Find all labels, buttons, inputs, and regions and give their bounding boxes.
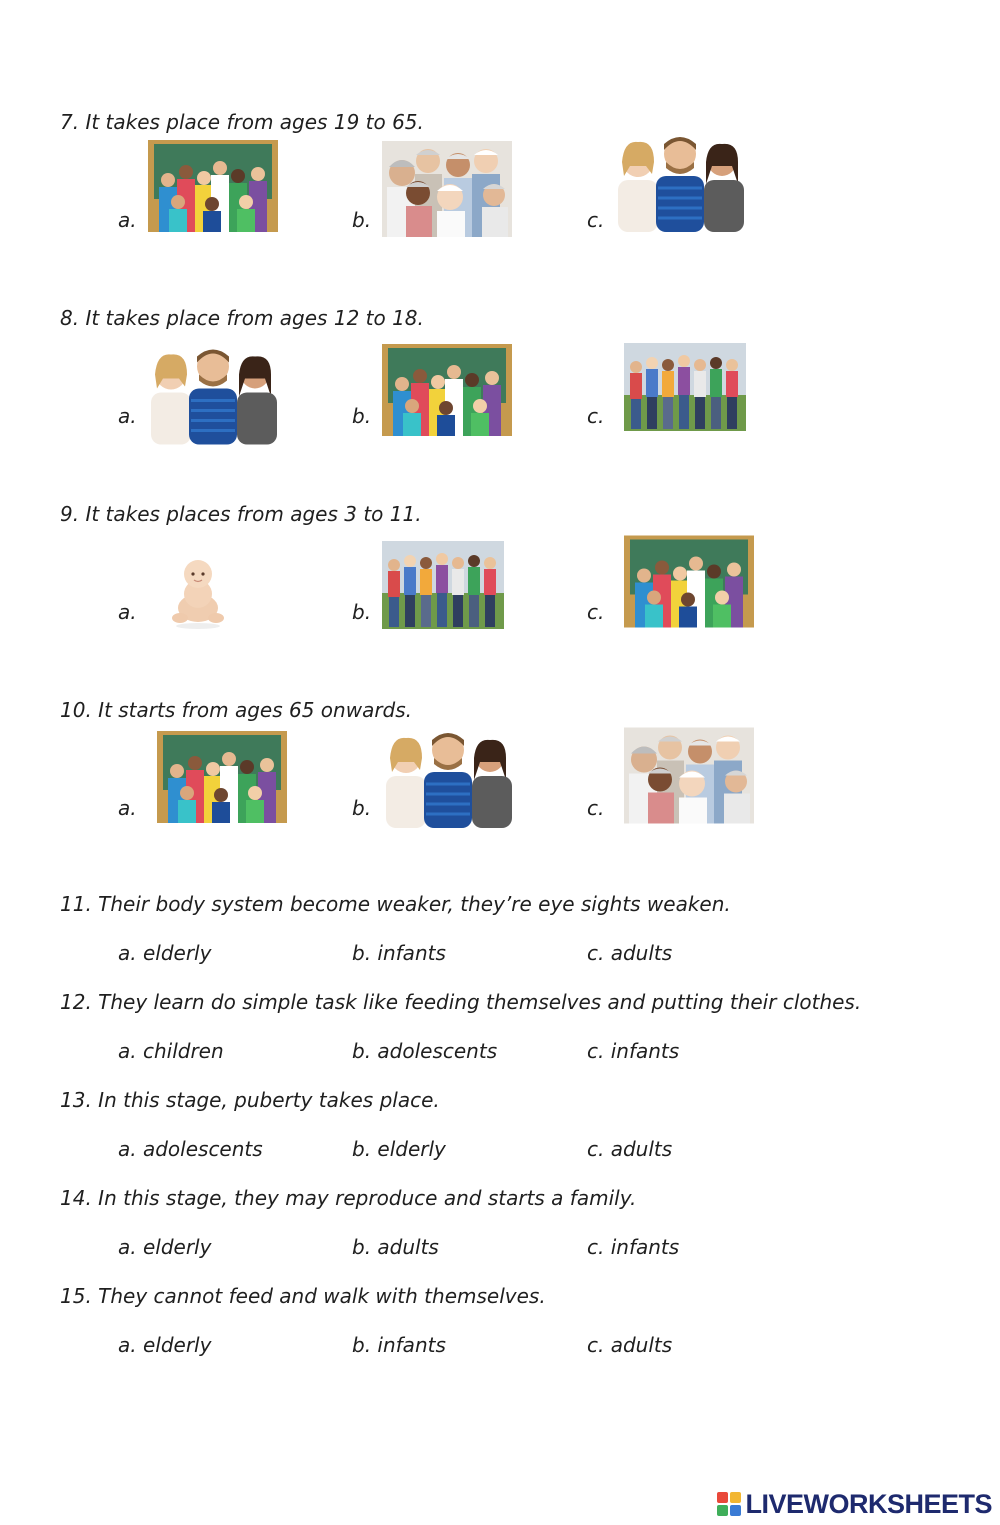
elderly-group-photo[interactable]: [624, 727, 754, 824]
answer-option[interactable]: c. adults: [587, 1333, 673, 1357]
question-prompt: 15. They cannot feed and walk with themselves.: [60, 1284, 546, 1308]
adults-trio-photo[interactable]: [382, 727, 514, 829]
option-letter[interactable]: c.: [587, 208, 605, 232]
answer-option[interactable]: c. infants: [587, 1235, 680, 1259]
question-prompt: 10. It starts from ages 65 onwards.: [60, 698, 413, 722]
answer-option[interactable]: c. infants: [587, 1039, 680, 1063]
answer-option[interactable]: c. adults: [587, 1137, 673, 1161]
option-letter[interactable]: b.: [352, 796, 372, 820]
liveworksheets-logo-icon: [717, 1492, 741, 1516]
answer-option[interactable]: a. elderly: [118, 941, 212, 965]
option-letter[interactable]: c.: [587, 404, 605, 428]
answer-option[interactable]: b. adults: [352, 1235, 439, 1259]
option-letter[interactable]: a.: [118, 404, 137, 428]
baby-photo[interactable]: [158, 550, 238, 630]
children-group-photo[interactable]: [382, 541, 504, 629]
adults-trio-photo[interactable]: [614, 131, 746, 233]
option-letter[interactable]: a.: [118, 600, 137, 624]
children-group-photo[interactable]: [624, 343, 746, 431]
elderly-group-photo[interactable]: [382, 141, 512, 237]
classroom-students-photo[interactable]: [382, 344, 512, 436]
adults-trio-photo[interactable]: [147, 344, 279, 445]
question-prompt: 11. Their body system become weaker, they’re eye sights weaken.: [60, 892, 731, 916]
liveworksheets-logo: [717, 1489, 992, 1519]
option-letter[interactable]: b.: [352, 208, 372, 232]
option-letter[interactable]: c.: [587, 796, 605, 820]
question-prompt: 12. They learn do simple task like feeding themselves and putting their clothes.: [60, 990, 862, 1014]
question-prompt: 7. It takes place from ages 19 to 65.: [60, 110, 424, 134]
answer-option[interactable]: b. elderly: [352, 1137, 446, 1161]
question-prompt: 14. In this stage, they may reproduce and starts a family.: [60, 1186, 637, 1210]
answer-option[interactable]: a. elderly: [118, 1333, 212, 1357]
classroom-students-photo[interactable]: [624, 535, 754, 628]
classroom-students-photo[interactable]: [157, 731, 287, 823]
answer-option[interactable]: a. children: [118, 1039, 224, 1063]
classroom-students-photo[interactable]: [148, 140, 278, 232]
brand-name: LIVEWORKSHEETS: [745, 1488, 992, 1519]
answer-option[interactable]: c. adults: [587, 941, 673, 965]
answer-option[interactable]: a. elderly: [118, 1235, 212, 1259]
answer-option[interactable]: a. adolescents: [118, 1137, 263, 1161]
question-prompt: 9. It takes places from ages 3 to 11.: [60, 502, 422, 526]
option-letter[interactable]: a.: [118, 208, 137, 232]
question-prompt: 13. In this stage, puberty takes place.: [60, 1088, 440, 1112]
option-letter[interactable]: b.: [352, 404, 372, 428]
answer-option[interactable]: b. infants: [352, 941, 446, 965]
question-prompt: 8. It takes place from ages 12 to 18.: [60, 306, 424, 330]
option-letter[interactable]: c.: [587, 600, 605, 624]
answer-option[interactable]: b. infants: [352, 1333, 446, 1357]
option-letter[interactable]: a.: [118, 796, 137, 820]
answer-option[interactable]: b. adolescents: [352, 1039, 498, 1063]
option-letter[interactable]: b.: [352, 600, 372, 624]
